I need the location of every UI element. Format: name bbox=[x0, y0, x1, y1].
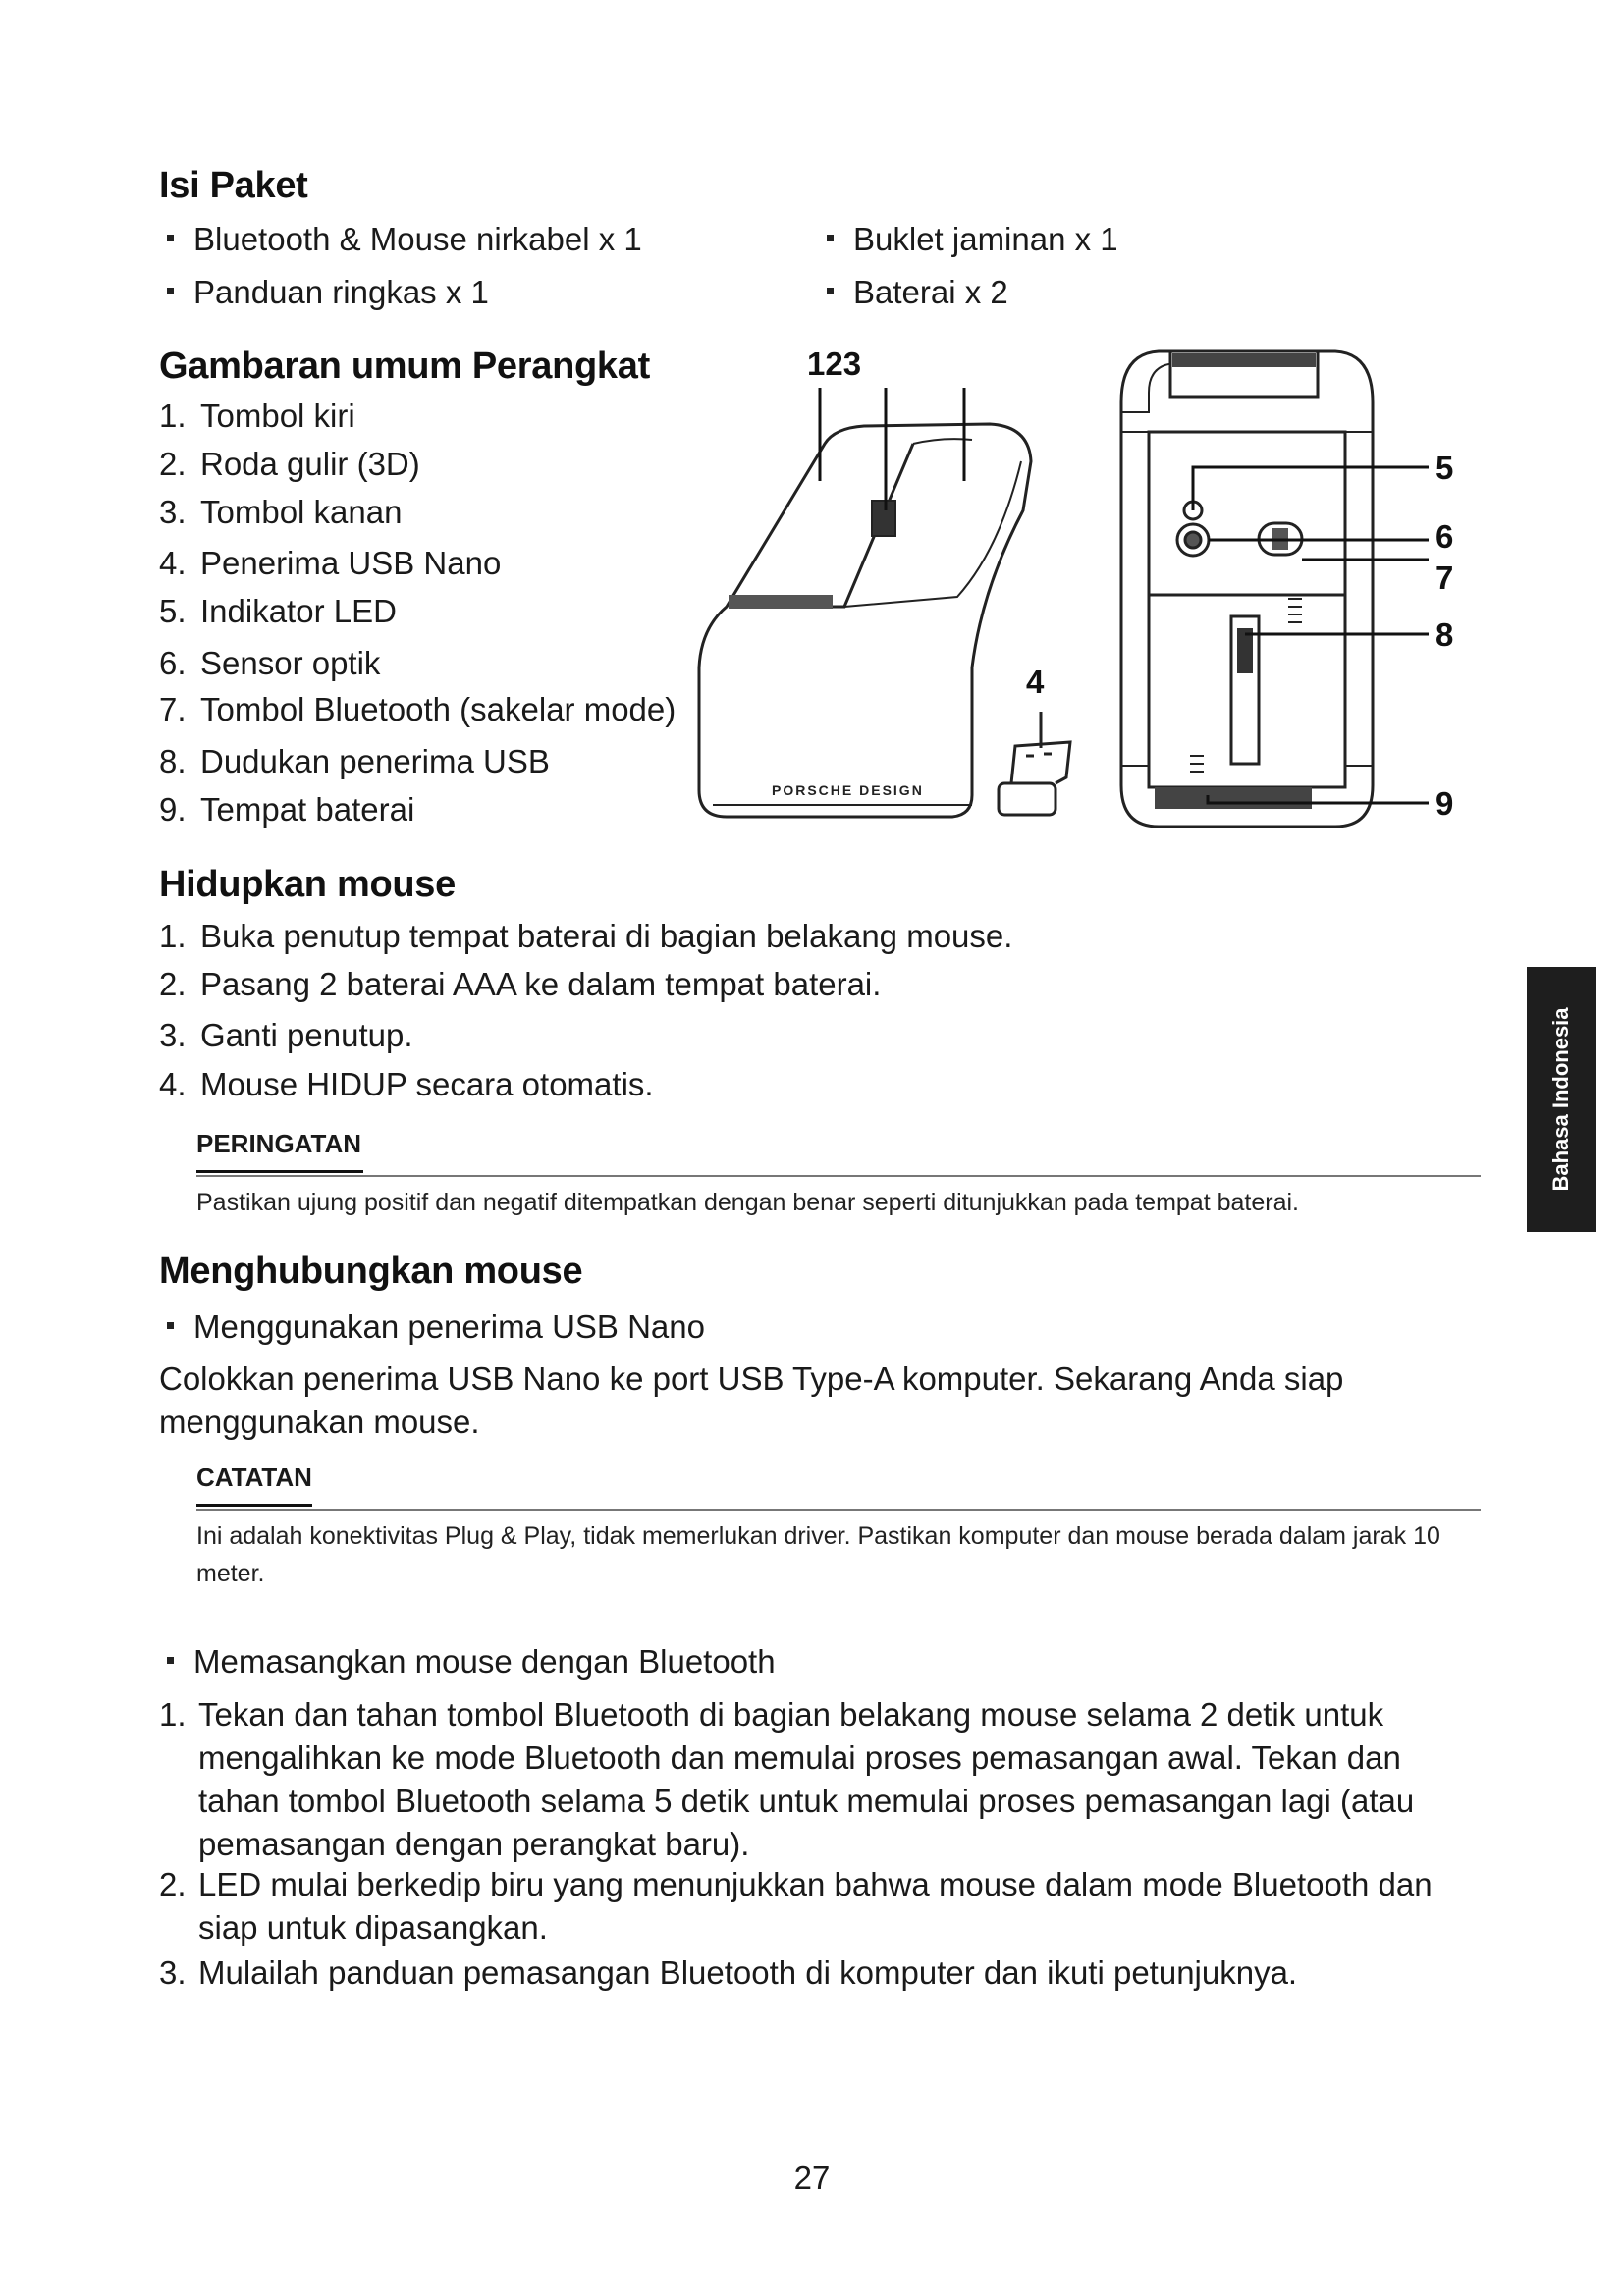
page-number: 27 bbox=[793, 2160, 831, 2196]
list-item: 2. Pasang 2 baterai AAA ke dalam tempat baterai. bbox=[159, 966, 882, 1002]
list-item: Baterai x 2 bbox=[827, 273, 1008, 312]
step-number: 2. bbox=[159, 1866, 187, 1902]
mouse-bottom-view bbox=[1121, 351, 1373, 827]
step-text: Mulailah panduan pemasangan Bluetooth di komputer dan ikuti petunjuknya. bbox=[198, 1954, 1298, 1991]
callout-label-7: 7 bbox=[1435, 560, 1454, 596]
note-title-underline bbox=[196, 1504, 312, 1507]
step-number: 3. bbox=[159, 1954, 187, 1991]
list-item: 5. Indikator LED bbox=[159, 593, 397, 629]
mouse-top-view bbox=[699, 424, 1031, 817]
bluetooth-step bbox=[159, 1951, 1494, 1995]
list-item: Bluetooth & Mouse nirkabel x 1 bbox=[167, 220, 642, 259]
warning-title: PERINGATAN bbox=[196, 1129, 362, 1158]
usb-heading: Menggunakan penerima USB Nano bbox=[167, 1308, 705, 1347]
brand-label: PORSCHE DESIGN bbox=[772, 782, 924, 798]
overview-list bbox=[159, 398, 676, 839]
bluetooth-step bbox=[159, 1863, 1494, 1949]
warning-rule bbox=[196, 1175, 1481, 1177]
list-item: 4. Mouse HIDUP secara otomatis. bbox=[159, 1066, 654, 1102]
list-item: 6. Sensor optik bbox=[159, 645, 381, 681]
list-item: 3. Tombol kanan bbox=[159, 494, 403, 530]
callout-label-123: 123 bbox=[807, 346, 862, 382]
list-item: Panduan ringkas x 1 bbox=[167, 273, 489, 312]
note-rule bbox=[196, 1509, 1481, 1511]
warning-title-underline bbox=[196, 1170, 363, 1173]
callout-label-4: 4 bbox=[1026, 664, 1045, 700]
bluetooth-step bbox=[159, 1693, 1494, 1866]
section-title-connect: Menghubungkan mouse bbox=[159, 1251, 583, 1292]
callout-label-9: 9 bbox=[1435, 785, 1454, 822]
callout-label-6: 6 bbox=[1435, 518, 1454, 555]
callout-label-8: 8 bbox=[1435, 616, 1454, 653]
step-text: LED mulai berkedip biru yang menunjukkan bahwa mouse dalam mode Bluetooth dan siap untuk dipasangkan. bbox=[198, 1866, 1433, 1946]
list-item: Buklet jaminan x 1 bbox=[827, 220, 1118, 259]
bluetooth-heading: Memasangkan mouse dengan Bluetooth bbox=[167, 1642, 776, 1682]
list-item: 7. Tombol Bluetooth (sakelar mode) bbox=[159, 691, 677, 727]
list-item: 1. Tombol kiri bbox=[159, 398, 355, 434]
list-item: 2. Roda gulir (3D) bbox=[159, 446, 420, 482]
list-item: 3. Ganti penutup. bbox=[159, 1017, 413, 1053]
language-tab: Bahasa Indonesia bbox=[1527, 967, 1596, 1232]
note-text: Ini adalah konektivitas Plug & Play, tidak memerlukan driver. Pastikan komputer dan mouse berada dalam jarak 10 meter. bbox=[196, 1522, 1440, 1587]
step-number: 1. bbox=[159, 1696, 187, 1733]
usb-paragraph: Colokkan penerima USB Nano ke port USB Type-A komputer. Sekarang Anda siap menggunakan mouse. bbox=[159, 1361, 1344, 1440]
usb-receiver bbox=[999, 712, 1070, 815]
step-text: Tekan dan tahan tombol Bluetooth di bagian belakang mouse selama 2 detik untuk mengalihkan ke mode Bluetooth dan memulai proses pemasangan awal. Tekan dan tahan tombol Bluetooth selama 5 detik untuk memulai proses pemasangan lagi (atau pemasangan dengan perangkat baru). bbox=[198, 1696, 1415, 1862]
device-illustration bbox=[677, 334, 1483, 854]
section-title-contents: Isi Paket bbox=[159, 165, 308, 206]
list-item: 1. Buka penutup tempat baterai di bagian belakang mouse. bbox=[159, 918, 1013, 954]
list-item: 9. Tempat baterai bbox=[159, 791, 415, 828]
section-title-power-on: Hidupkan mouse bbox=[159, 864, 456, 905]
note-title: CATATAN bbox=[196, 1463, 312, 1492]
warning-text: Pastikan ujung positif dan negatif ditempatkan dengan benar seperti ditunjukkan pada tempat baterai. bbox=[196, 1189, 1299, 1216]
section-title-overview: Gambaran umum Perangkat bbox=[159, 346, 650, 387]
list-item: 4. Penerima USB Nano bbox=[159, 545, 502, 581]
power-on-steps bbox=[159, 918, 1012, 1114]
callout-label-5: 5 bbox=[1435, 450, 1454, 486]
list-item: 8. Dudukan penerima USB bbox=[159, 743, 550, 779]
